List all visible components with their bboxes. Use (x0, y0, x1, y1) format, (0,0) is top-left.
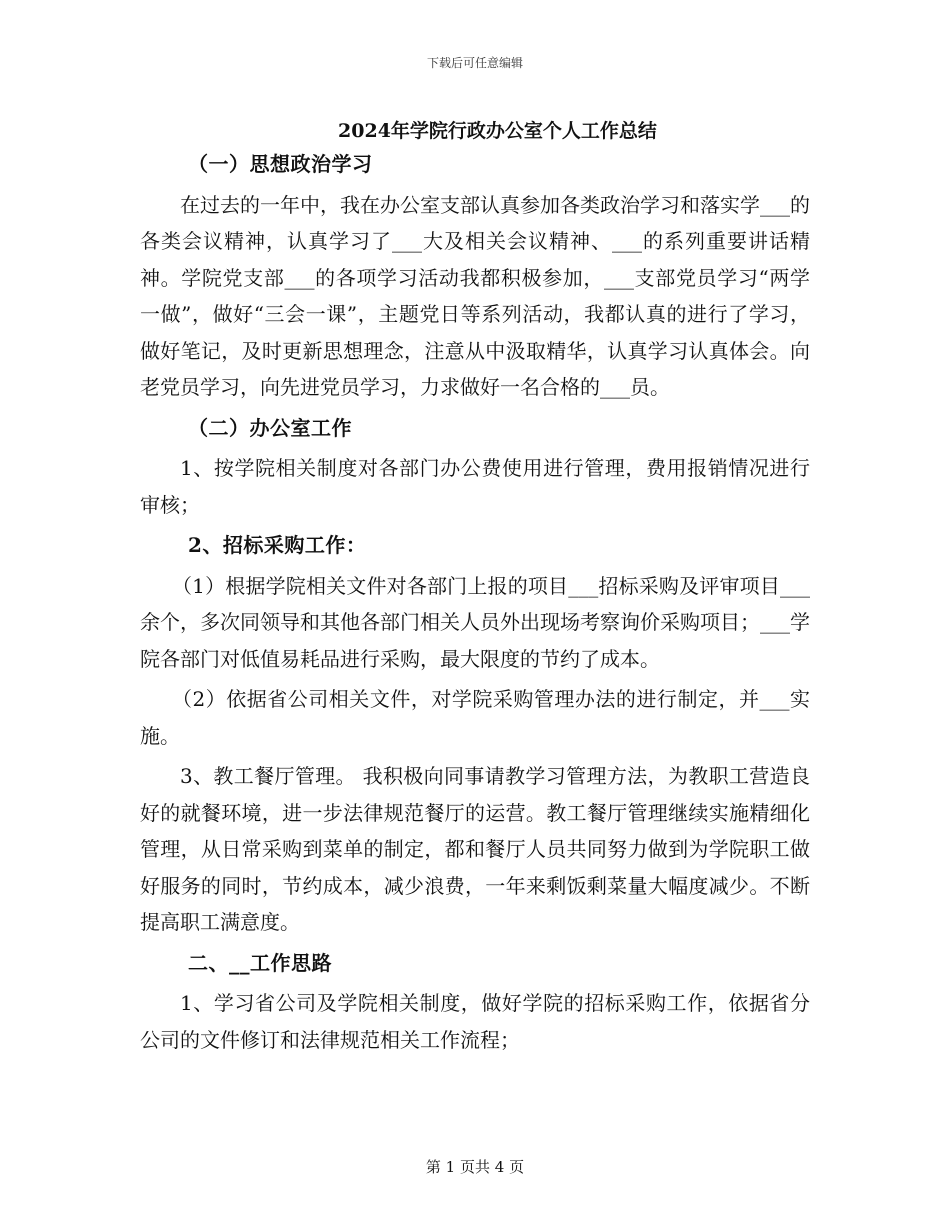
paragraph-work-plan-1: 1、学习省公司及学院相关制度，做好学院的招标采购工作，依据省分公司的文件修订和法律规范相关工作流程； (140, 991, 810, 1052)
page-footer-page-number: 第 1 页共 4 页 (425, 1158, 525, 1176)
section-heading-procurement: 2、招标采购工作： (188, 533, 367, 557)
document-title: 2024年学院行政办公室个人工作总结 (338, 120, 657, 142)
section-heading-office-work: （二）办公室工作 (188, 415, 352, 440)
paragraph-procurement-1: （1）根据学院相关文件对各部门上报的项目___招标采购及评审项目___余个，多次同领导和其他各部门相关人员外出现场考察询价采购项目；___学院各部门对低值易耗品进行采购，最大限度的节约了成本。 (140, 573, 810, 671)
paragraph-office-expenses: 1、按学院相关制度对各部门办公费使用进行管理，费用报销情况进行审核； (140, 456, 810, 517)
section-heading-political-study: （一）思想政治学习 (188, 152, 373, 176)
paragraph-canteen-management: 3、教工餐厅管理。 我积极向同事请教学习管理方法，为教职工营造良好的就餐环境，进一步法律规范餐厅的运营。教工餐厅管理继续实施精细化管理，从日常采购到菜单的制定，都和餐厅人员共同努力做到为学院职工做好服务的同时，节约成本，减少浪费，一年来剩饭剩菜量大幅度减少。不断提高职工满意度。 (140, 764, 810, 934)
page-header-note: 下载后可任意编辑 (426, 56, 523, 70)
section-heading-work-plan: 二、__工作思路 (188, 950, 332, 975)
document-body (140, 146, 810, 1058)
paragraph-political-study: 在过去的一年中，我在办公室支部认真参加各类政治学习和落实学___的各类会议精神，认真学习了___大及相关会议精神、___的系列重要讲话精神。学院党支部___的各项学习活动我都积极参加，___支部党员学习“两学一做”，做好“三会一课”，主题党日等系列活动，我都认真的进行了学习，做好笔记，及时更新思想理念，注意从中汲取精华，认真学习认真体会。向老党员学习，向先进党员学习，力求做好一名合格的___员。 (140, 192, 810, 399)
paragraph-procurement-2: （2）依据省公司相关文件，对学院采购管理办法的进行制定，并___实施。 (140, 687, 810, 748)
